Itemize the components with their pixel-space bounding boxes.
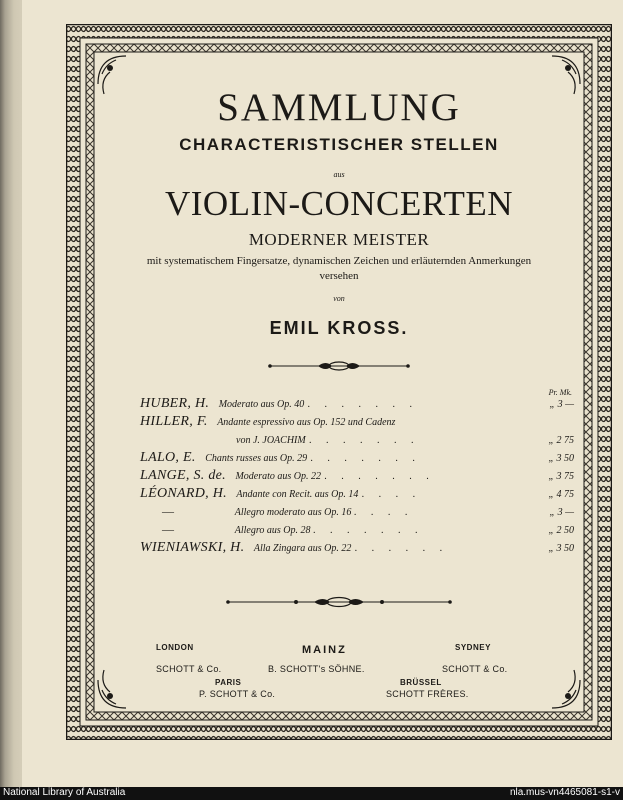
composer-name: HILLER, F.: [140, 414, 208, 429]
leader-dots: . . . . . . .: [324, 471, 436, 482]
title-von: von: [333, 294, 345, 303]
leader-dots: . . . . . . .: [307, 399, 419, 410]
ditto-dash: —: [162, 504, 174, 518]
title-moderner-meister: MODERNER MEISTER: [248, 230, 430, 249]
leader-dots: . . . . . . .: [309, 435, 420, 446]
list-item: [140, 396, 580, 414]
item-identifier: nla.mus-vn4465081-s1-v: [509, 787, 620, 798]
list-item: [140, 468, 580, 486]
leader-dots: . . . .: [354, 507, 414, 518]
list-item: [140, 504, 580, 522]
leader-dots: . . . . . . .: [313, 525, 424, 536]
list-item: [140, 450, 580, 468]
list-item: [140, 522, 580, 540]
composer-name: WIENIAWSKI, H.: [140, 540, 245, 555]
work-title: Chants russes aus Op. 29: [205, 453, 308, 464]
price: „ 2 75: [548, 435, 574, 446]
price: „ 4 75: [548, 489, 574, 500]
publisher-paris-firm: P. SCHOTT & Co.: [199, 689, 276, 699]
work-title: Andante espressivo aus Op. 152 und Cadenz: [217, 417, 396, 428]
price: „ 2 50: [548, 525, 574, 536]
title-page-content: [98, 82, 580, 722]
publisher-brussel-firm: SCHOTT FRÈRES.: [386, 689, 469, 699]
title-aus: aus: [333, 170, 345, 179]
composer-name: LALO, E.: [140, 450, 196, 465]
publisher-london-firm: SCHOTT & Co.: [156, 664, 222, 674]
title-characteristischer: CHARACTERISTISCHER STELLEN: [179, 135, 499, 154]
title-sammlung: SAMMLUNG: [217, 86, 461, 129]
list-item: [140, 414, 580, 432]
work-title: Moderato aus Op. 22: [235, 471, 322, 482]
price-column-header: Pr. Mk.: [548, 388, 572, 397]
subtitle-description: mit systematischem Fingersatze, dynamischen Zeichen und erläuternden Anmerkungen: [146, 255, 532, 267]
title-violin-concerten: VIOLIN-CONCERTEN: [164, 184, 514, 223]
publisher-mainz-city: MAINZ: [302, 644, 347, 656]
list-item: [140, 432, 580, 450]
ditto-dash: —: [162, 522, 174, 536]
subtitle-versehen: versehen: [319, 270, 359, 282]
contents-list: [140, 396, 580, 558]
author-name: EMIL KROSS.: [269, 318, 409, 338]
price: „ 3 75: [548, 471, 574, 482]
library-footer-bar: [0, 787, 623, 800]
publisher-sydney-firm: SCHOTT & Co.: [442, 664, 508, 674]
publisher-brussel-city: BRÜSSEL: [400, 678, 442, 687]
work-title: Alla Zingara aus Op. 22: [253, 543, 352, 554]
price: „ 3 50: [548, 453, 574, 464]
work-title: von J. JOACHIM: [236, 435, 306, 446]
composer-name: LÉONARD, H.: [140, 486, 227, 501]
price: „ 3 50: [548, 543, 574, 554]
publisher-sydney-city: SYDNEY: [455, 643, 491, 652]
library-name: National Library of Australia: [3, 787, 126, 798]
work-title: Andante con Recit. aus Op. 14: [236, 489, 359, 500]
flourish-divider-top: [268, 360, 410, 372]
price: „ 3 —: [549, 507, 574, 518]
flourish-divider-bottom: [226, 596, 452, 608]
composer-name: HUBER, H.: [140, 396, 210, 411]
work-title: Allegro moderato aus Op. 16: [234, 507, 352, 518]
work-title: Moderato aus Op. 40: [218, 399, 305, 410]
publisher-london-city: LONDON: [156, 643, 194, 652]
list-item: [140, 540, 580, 558]
composer-name: LANGE, S. de.: [140, 468, 226, 483]
leader-dots: . . . . . . .: [310, 453, 422, 464]
price: „ 3 —: [549, 399, 574, 410]
leader-dots: . . . . . .: [354, 543, 449, 554]
work-title: Allegro aus Op. 28: [234, 525, 311, 536]
publisher-mainz-firm: B. SCHOTT's SÖHNE.: [268, 664, 365, 674]
leader-dots: . . . .: [361, 489, 422, 500]
publisher-paris-city: PARIS: [215, 678, 242, 687]
list-item: [140, 486, 580, 504]
